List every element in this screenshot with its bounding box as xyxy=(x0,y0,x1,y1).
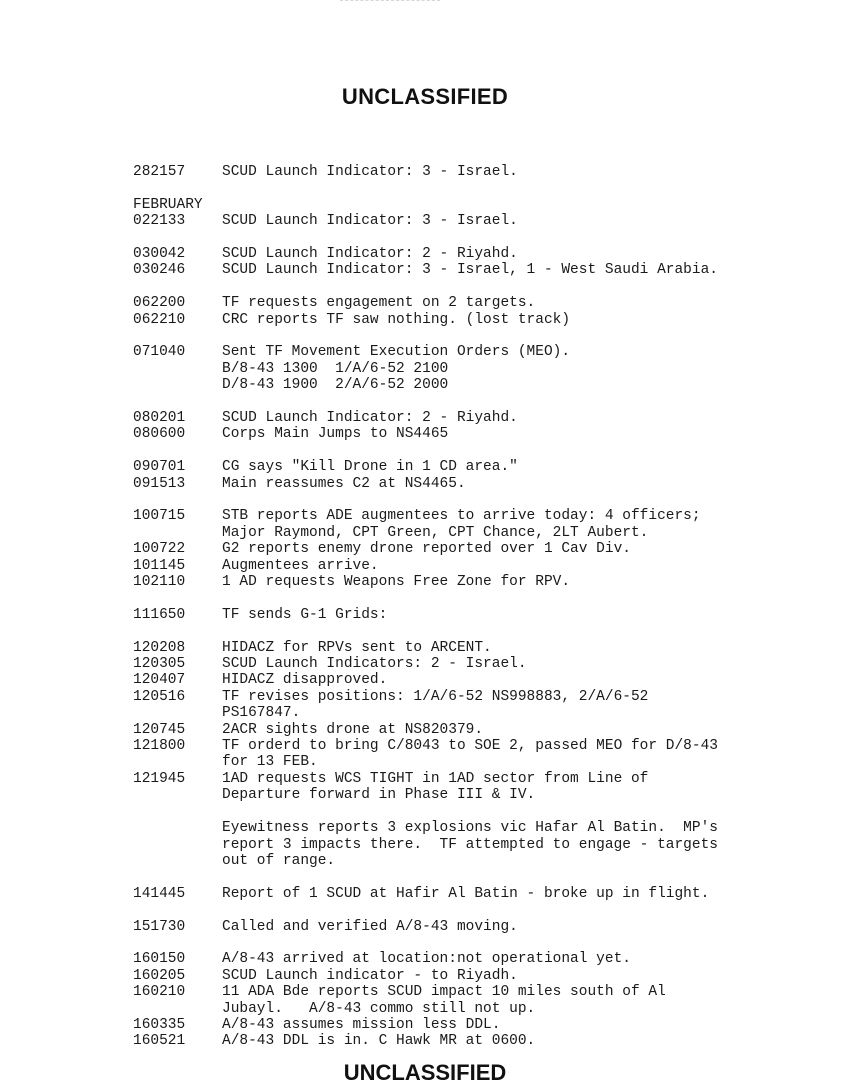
log-entry xyxy=(133,459,833,475)
entry-timestamp: 071040 xyxy=(133,344,186,361)
log-entry xyxy=(133,1001,833,1017)
log-entry xyxy=(133,853,833,869)
entry-text: SCUD Launch Indicators: 2 - Israel. xyxy=(222,656,527,673)
log-entry xyxy=(133,984,833,1000)
classification-footer: UNCLASSIFIED xyxy=(343,1060,507,1085)
entry-timestamp: 022133 xyxy=(133,213,186,230)
entry-text: Departure forward in Phase III & IV. xyxy=(222,787,536,804)
entry-timestamp: 111650 xyxy=(133,606,186,623)
entry-text: out of range. xyxy=(222,852,336,869)
entry-timestamp: 090701 xyxy=(133,459,186,476)
entry-timestamp: 101145 xyxy=(133,557,186,574)
log-entry xyxy=(133,771,833,787)
log-entry xyxy=(133,213,833,229)
entry-timestamp: 121800 xyxy=(133,738,186,755)
entry-text: Sent TF Movement Execution Orders (MEO). xyxy=(222,344,571,361)
entry-text: B/8-43 1300 1/A/6-52 2100 xyxy=(222,360,449,377)
entry-text: CRC reports TF saw nothing. (lost track) xyxy=(222,311,571,328)
log-entry xyxy=(133,426,833,442)
log-entry xyxy=(133,574,833,590)
entry-timestamp: 120745 xyxy=(133,721,186,738)
log-entry xyxy=(133,640,833,656)
log-entry xyxy=(133,1033,833,1049)
entry-spacer xyxy=(133,443,833,459)
log-entry xyxy=(133,295,833,311)
entry-text: SCUD Launch Indicator: 3 - Israel. xyxy=(222,164,518,180)
entry-timestamp: 160150 xyxy=(133,951,186,968)
log-entry xyxy=(133,525,833,541)
entry-text: SCUD Launch Indicator: 3 - Israel, 1 - West Saudi Arabia. xyxy=(222,262,718,279)
entry-timestamp xyxy=(133,754,222,770)
entry-text: Main reassumes C2 at NS4465. xyxy=(222,475,466,492)
entry-text: 1 AD requests Weapons Free Zone for RPV. xyxy=(222,574,571,591)
entry-timestamp: 062210 xyxy=(133,311,186,328)
entry-spacer xyxy=(133,804,833,820)
entry-timestamp xyxy=(133,820,222,836)
log-entry xyxy=(133,672,833,688)
log-entry xyxy=(133,837,833,853)
entry-timestamp xyxy=(133,853,222,869)
entry-text: SCUD Launch Indicator: 2 - Riyahd. xyxy=(222,410,518,427)
entry-timestamp: 121945 xyxy=(133,770,186,787)
log-entry xyxy=(133,246,833,262)
entry-timestamp: 120407 xyxy=(133,672,186,689)
log-entry xyxy=(133,558,833,574)
entry-text: CG says "Kill Drone in 1 CD area." xyxy=(222,459,518,476)
entry-spacer xyxy=(133,328,833,344)
log-entry xyxy=(133,754,833,770)
entry-timestamp: 120305 xyxy=(133,656,186,673)
entry-timestamp: 160210 xyxy=(133,984,186,1001)
entry-text: 1AD requests WCS TIGHT in 1AD sector from Line of xyxy=(222,770,649,787)
entry-text: 11 ADA Bde reports SCUD impact 10 miles south of Al xyxy=(222,984,666,1001)
entry-spacer xyxy=(133,869,833,885)
entry-spacer xyxy=(133,902,833,918)
entry-text: Eyewitness reports 3 explosions vic Hafar Al Batin. MP's xyxy=(222,820,718,837)
entry-timestamp: 282157 xyxy=(133,164,186,180)
entry-text: SCUD Launch indicator - to Riyadh. xyxy=(222,967,518,984)
log-entry xyxy=(133,820,833,836)
entry-spacer xyxy=(133,492,833,508)
entry-timestamp: 030246 xyxy=(133,262,186,279)
entry-text: Corps Main Jumps to NS4465 xyxy=(222,426,449,443)
entry-text: Report of 1 SCUD at Hafir Al Batin - broke up in flight. xyxy=(222,885,710,902)
log-entry xyxy=(133,722,833,738)
log-entry xyxy=(133,607,833,623)
entry-timestamp xyxy=(133,787,222,803)
entry-timestamp: 160335 xyxy=(133,1016,186,1033)
entry-text: PS167847. xyxy=(222,705,301,722)
log-entry xyxy=(133,689,833,705)
entry-timestamp: 100722 xyxy=(133,541,186,558)
entry-timestamp: 120516 xyxy=(133,688,186,705)
log-entry xyxy=(133,508,833,524)
log-entry xyxy=(133,919,833,935)
entry-text: TF orderd to bring C/8043 to SOE 2, passed MEO for D/8-43 xyxy=(222,738,718,755)
log-entry xyxy=(133,541,833,557)
entry-text: report 3 impacts there. TF attempted to engage - targets xyxy=(222,836,718,853)
entry-timestamp xyxy=(133,525,222,541)
log-entry xyxy=(133,312,833,328)
entry-timestamp: 141445 xyxy=(133,885,186,902)
entry-text: Augmentees arrive. xyxy=(222,557,379,574)
entry-timestamp: 100715 xyxy=(133,508,186,525)
log-entry xyxy=(133,738,833,754)
entry-text: G2 reports enemy drone reported over 1 Cav Div. xyxy=(222,541,631,558)
entry-timestamp xyxy=(133,377,222,393)
entry-text: A/8-43 assumes mission less DDL. xyxy=(222,1016,501,1033)
entry-timestamp: 102110 xyxy=(133,574,186,591)
entry-text: SCUD Launch Indicator: 2 - Riyahd. xyxy=(222,246,518,262)
entry-spacer xyxy=(133,230,833,246)
entry-timestamp: 091513 xyxy=(133,475,186,492)
log-entry xyxy=(133,886,833,902)
entry-spacer xyxy=(133,279,833,295)
entry-spacer xyxy=(133,180,833,196)
entry-spacer xyxy=(133,590,833,606)
log-entry xyxy=(133,705,833,721)
entry-text: D/8-43 1900 2/A/6-52 2000 xyxy=(222,377,449,394)
entry-text: Jubayl. A/8-43 commo still not up. xyxy=(222,1000,536,1017)
entry-text: 2ACR sights drone at NS820379. xyxy=(222,721,484,738)
log-entry xyxy=(133,262,833,278)
entry-text: SCUD Launch Indicator: 3 - Israel. xyxy=(222,213,518,230)
entry-timestamp: 030042 xyxy=(133,246,186,262)
log-entry xyxy=(133,344,833,360)
log-entry xyxy=(133,951,833,967)
entry-timestamp xyxy=(133,837,222,853)
entry-timestamp xyxy=(133,361,222,377)
entry-text: TF revises positions: 1/A/6-52 NS998883, 2/A/6-52 xyxy=(222,688,649,705)
entry-text: Called and verified A/8-43 moving. xyxy=(222,918,518,935)
entry-timestamp: 160521 xyxy=(133,1033,186,1050)
entry-text: TF requests engagement on 2 targets. xyxy=(222,295,536,312)
log-entry xyxy=(133,656,833,672)
month-heading: FEBRUARY xyxy=(133,196,203,213)
entry-text: STB reports ADE augmentees to arrive today: 4 officers; xyxy=(222,508,701,525)
entry-spacer xyxy=(133,935,833,951)
event-log xyxy=(133,164,833,1050)
entry-timestamp: 080201 xyxy=(133,410,186,427)
entry-text: TF sends G-1 Grids: xyxy=(222,606,388,623)
entry-timestamp: 160205 xyxy=(133,967,186,984)
log-entry xyxy=(133,968,833,984)
entry-text: A/8-43 arrived at location:not operational yet. xyxy=(222,951,631,968)
scan-artifact xyxy=(340,0,440,7)
entry-text: HIDACZ disapproved. xyxy=(222,672,388,689)
entry-spacer xyxy=(133,394,833,410)
entry-text: A/8-43 DDL is in. C Hawk MR at 0600. xyxy=(222,1033,536,1050)
entry-timestamp: 120208 xyxy=(133,639,186,656)
entry-timestamp: 062200 xyxy=(133,295,186,312)
log-entry xyxy=(133,476,833,492)
log-entry xyxy=(133,377,833,393)
log-entry xyxy=(133,164,833,180)
log-entry xyxy=(133,787,833,803)
entry-text: Major Raymond, CPT Green, CPT Chance, 2LT Aubert. xyxy=(222,524,649,541)
entry-timestamp: 151730 xyxy=(133,918,186,935)
entry-timestamp xyxy=(133,705,222,721)
entry-text: for 13 FEB. xyxy=(222,754,318,771)
log-entry xyxy=(133,410,833,426)
entry-timestamp: 080600 xyxy=(133,426,186,443)
log-entry xyxy=(133,1017,833,1033)
entry-timestamp xyxy=(133,1001,222,1017)
log-entry xyxy=(133,361,833,377)
entry-spacer xyxy=(133,623,833,639)
classification-header: UNCLASSIFIED xyxy=(341,84,509,109)
entry-text: HIDACZ for RPVs sent to ARCENT. xyxy=(222,639,492,656)
